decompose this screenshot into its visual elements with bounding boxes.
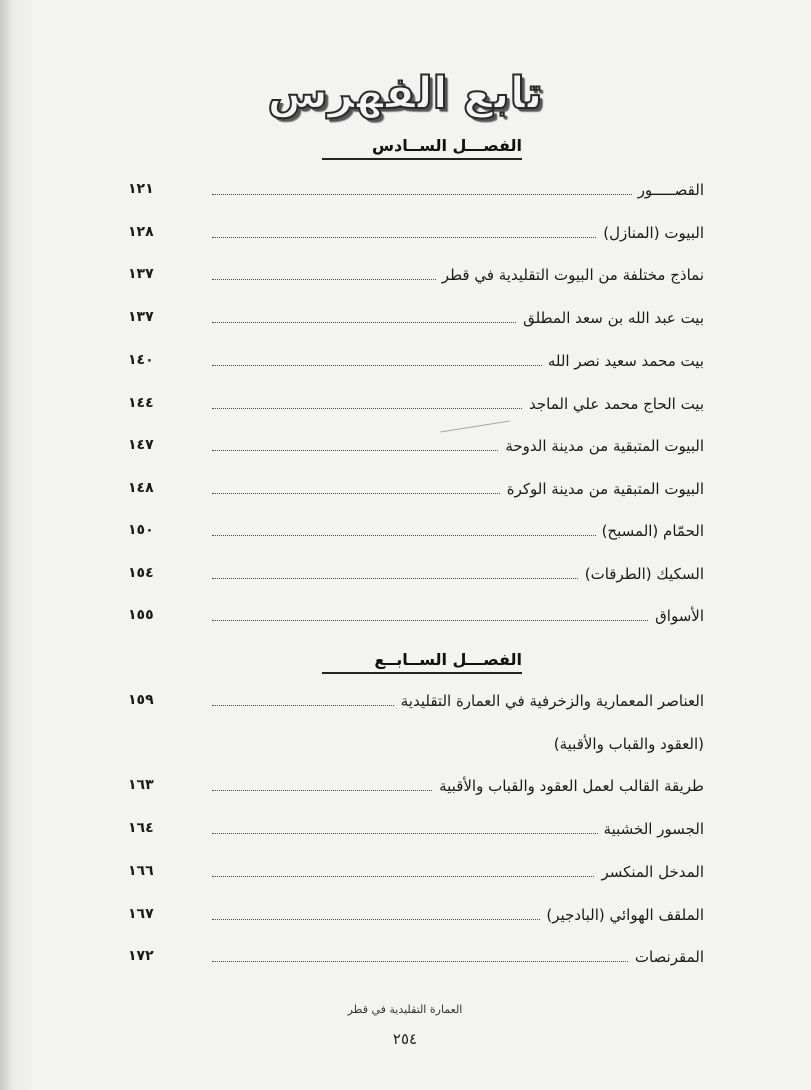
footer-page-number: ٢٥٤ <box>392 1030 418 1048</box>
page-title: تابع الفهرس <box>267 68 543 119</box>
chapter-7-heading: الفصـــل الســابــع <box>300 650 522 674</box>
toc-entry-page: ١٥٥ <box>128 607 154 623</box>
toc-entry-title: الجسور الخشبية <box>598 820 704 838</box>
toc-entry-title: البيوت (المنازل) <box>597 224 704 242</box>
toc-entry-page: ١٢٨ <box>128 224 154 240</box>
toc-entry <box>128 224 704 250</box>
toc-entry-title: طريقة القالب لعمل العقود والقباب والأقبية <box>433 777 704 795</box>
toc-entry-title: بيت الحاج محمد علي الماجد <box>523 395 704 413</box>
toc-entry-page: ١٧٢ <box>128 948 154 964</box>
toc-entry <box>128 395 704 421</box>
toc-entry-page: ١٤٤ <box>128 395 154 411</box>
pencil-mark <box>440 421 509 433</box>
toc-entry-title: المدخل المنكسر <box>595 863 704 881</box>
toc-entry-page: ١٥٤ <box>128 565 154 581</box>
toc-entry-page: ١٦٦ <box>128 863 154 879</box>
running-footer-title: العمارة التقليدية في قطر <box>347 1003 463 1016</box>
toc-entry <box>128 352 704 378</box>
toc-entry-title: العناصر المعمارية والزخرفية في العمارة التقليدية <box>395 692 704 710</box>
toc-entry <box>128 948 704 974</box>
toc-entry-title: نماذج مختلفة من البيوت التقليدية في قطر <box>436 266 704 284</box>
toc-entry-title: السكيك (الطرقات) <box>579 565 704 583</box>
toc-entry-page: ١٣٧ <box>128 266 154 282</box>
toc-entry <box>128 565 704 591</box>
toc-entry-page: ١٥٩ <box>128 692 154 708</box>
toc-entry <box>128 607 704 633</box>
toc-entry <box>128 777 704 803</box>
toc-entry <box>128 522 704 548</box>
chapter-6-heading: الفصـــل الســادس <box>300 136 522 160</box>
toc-entry <box>128 437 704 463</box>
toc-entry-title: القصـــــور <box>632 181 704 199</box>
toc-entry <box>128 309 704 335</box>
toc-entry-title: الأسواق <box>649 607 704 625</box>
toc-entry <box>128 480 704 506</box>
dot-leader <box>212 194 704 195</box>
toc-entry-continuation <box>128 735 704 761</box>
toc-entry <box>128 692 704 718</box>
toc-entry-page: ١٣٧ <box>128 309 154 325</box>
toc-entry-title: الملقف الهوائي (البادجير) <box>540 906 704 924</box>
toc-entry <box>128 906 704 932</box>
toc-entry-page: ١٦٣ <box>128 777 154 793</box>
toc-entry-page: ١٤٠ <box>128 352 154 368</box>
toc-entry-page: ١٢١ <box>128 181 154 197</box>
toc-entry-title: بيت عبد الله بن سعد المطلق <box>517 309 704 327</box>
toc-entry-page: ١٦٤ <box>128 820 154 836</box>
toc-entry-page: ١٦٧ <box>128 906 154 922</box>
toc-entry-title: البيوت المتبقية من مدينة الوكرة <box>501 480 704 498</box>
toc-entry-page: ١٤٧ <box>128 437 154 453</box>
toc-entry-title: البيوت المتبقية من مدينة الدوحة <box>499 437 704 455</box>
toc-entry <box>128 820 704 846</box>
toc-entry-page: ١٤٨ <box>128 480 154 496</box>
toc-entry <box>128 863 704 889</box>
toc-entry <box>128 266 704 292</box>
toc-entry-title: الحمّام (المسبح) <box>596 522 704 540</box>
toc-entry-page: ١٥٠ <box>128 522 154 538</box>
toc-entry-title: المقرنصات <box>629 948 704 966</box>
toc-entry-title: بيت محمد سعيد نصر الله <box>542 352 704 370</box>
dot-leader <box>212 620 704 621</box>
toc-entry-title: (العقود والقباب والأقبية) <box>548 735 704 753</box>
toc-entry <box>128 181 704 207</box>
